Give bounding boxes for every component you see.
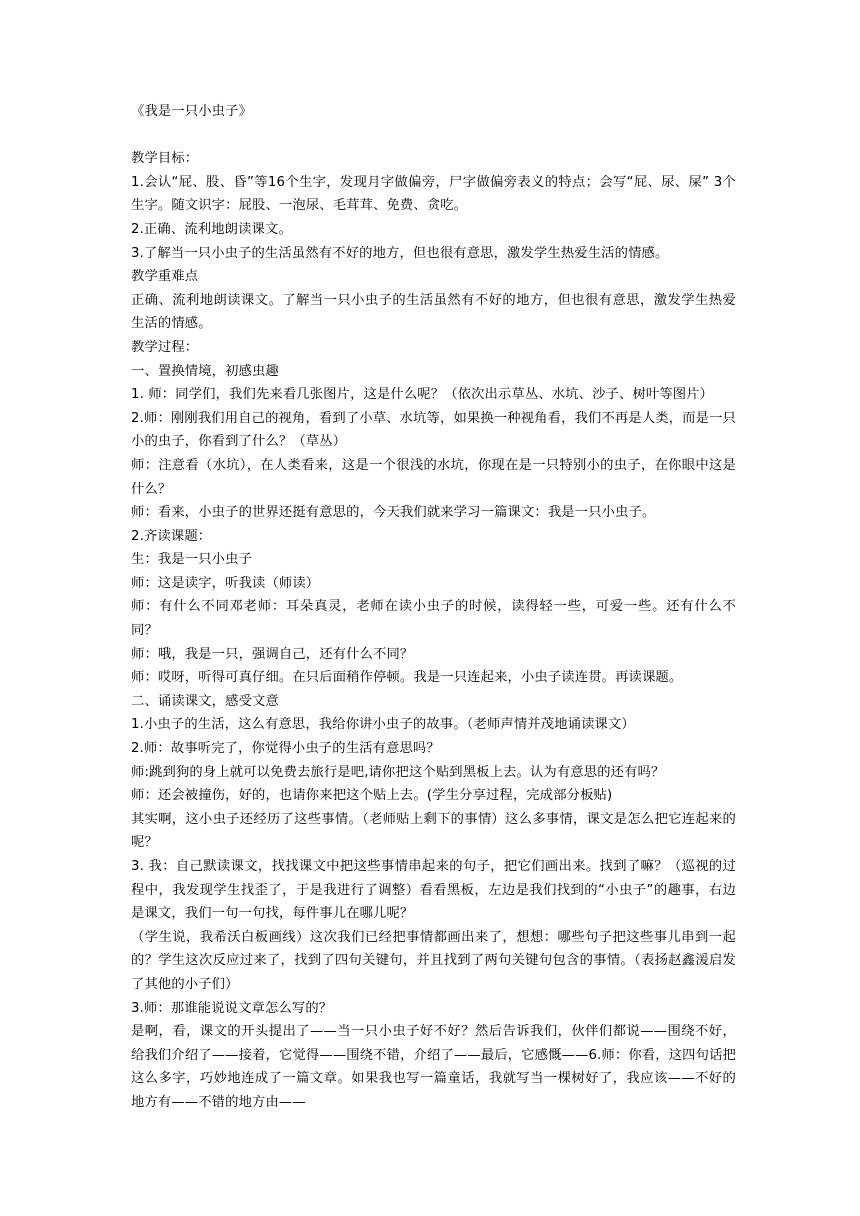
- section-heading-key-points: 教学重难点: [131, 269, 199, 285]
- paragraph: （学生说，我希沃白板画线）这次我们已经把事情都画出来了，想想：哪些句子把这些事儿串到一起的？学生这次反应过来了，找到了四句关键句，并且找到了两句关键句包含的事情。（表扬赵鑫湲启发了其他的小子们）: [131, 929, 736, 992]
- paragraph: 1.小虫子的生活，这么有意思，我给你讲小虫子的故事。（老师声情并茂地诵读课文）: [131, 717, 635, 733]
- key-points-text: 正确、流利地朗读课文。了解当一只小虫子的生活虽然有不好的地方，但也很有意思，激发学生热爱生活的情感。: [131, 292, 736, 332]
- paragraph: 1. 师：同学们，我们先来看几张图片，这是什么呢？（依次出示草丛、水坑、沙子、树叶等图片）: [131, 387, 714, 403]
- paragraph: 师：看来，小虫子的世界还挺有意思的，今天我们就来学习一篇课文：我是一只小虫子。: [131, 505, 656, 521]
- part-2-heading: 二、诵读课文，感受文意: [131, 693, 279, 709]
- document-body: [131, 100, 736, 1115]
- paragraph: 师:跳到狗的身上就可以免费去旅行是吧,请你把这个贴到黑板上去。认为有意思的还有吗？: [131, 764, 665, 780]
- paragraph: 是啊，看，课文的开头提出了——当一只小虫子好不好？然后告诉我们，伙伴们都说——围绕不好，给我们介绍了——接着，它觉得——围绕不错，介绍了——最后，它感慨——6.师：你看，这四句话把这么多字，巧妙地连成了一篇文章。如果我也写一篇童话，我就写当一棵树好了，我应该——不好的地方有——不错的地方由——: [131, 1024, 736, 1110]
- paragraph: 2.齐读课题：: [131, 528, 212, 544]
- objective-3: 3.了解当一只小虫子的生活虽然有不好的地方，但也很有意思，激发学生热爱生活的情感。: [131, 245, 669, 261]
- section-heading-process: 教学过程：: [131, 339, 199, 355]
- paragraph: 师：还会被撞伤，好的，也请你来把这个贴上去。(学生分享过程，完成部分板贴): [131, 788, 613, 804]
- paragraph: 师：注意看（水坑），在人类看来，这是一个很浅的水坑，你现在是一只特别小的虫子，在你眼中这是什么？: [131, 457, 736, 497]
- paragraph: 师：有什么不同邓老师：耳朵真灵，老师在读小虫子的时候，读得轻一些，可爱一些。还有什么不同？: [131, 599, 736, 639]
- part-1-heading: 一、置换情境，初感虫趣: [131, 363, 279, 379]
- paragraph: 师：哦，我是一只，强调自己，还有什么不同？: [131, 646, 414, 662]
- paragraph: 其实啊，这小虫子还经历了这些事情。（老师贴上剩下的事情）这么多事情，课文是怎么把它连起来的呢？: [131, 811, 736, 851]
- paragraph: 生：我是一只小虫子: [131, 552, 253, 568]
- paragraph: 3.师：那谁能说说文章怎么写的？: [131, 1000, 333, 1016]
- blank-line: [131, 124, 736, 148]
- paragraph: 师：这是读字，听我读（师读）: [131, 575, 320, 591]
- paragraph: 师：哎呀，听得可真仔细。在只后面稍作停顿。我是一只连起来，小虫子读连贯。再读课题。: [131, 670, 683, 686]
- section-heading-objectives: 教学目标：: [131, 151, 199, 167]
- paragraph: 2.师：故事听完了，你觉得小虫子的生活有意思吗？: [131, 741, 440, 757]
- document-title: 《我是一只小虫子》: [131, 104, 253, 119]
- paragraph: 2.师：刚刚我们用自己的视角，看到了小草、水坑等，如果换一种视角看，我们不再是人类，而是一只小的虫子，你看到了什么？（草丛）: [131, 410, 736, 450]
- paragraph: 3. 我：自己默读课文，找找课文中把这些事情串起来的句子，把它们画出来。找到了嘛？（巡视的过程中，我发现学生找歪了，于是我进行了调整）看看黑板，左边是我们找到的“小虫子”的趣事，右边是课文，我们一句一句找，每件事儿在哪儿呢？: [131, 859, 736, 922]
- objective-2: 2.正确、流利地朗读课文。: [131, 221, 292, 237]
- objective-1: 1.会认“屁、股、昏”等16个生字，发现月字做偏旁，尸字做偏旁表义的特点；会写“屁、尿、屎” 3个生字。随文识字：屁股、一泡尿、毛茸茸、免费、贪吃。: [131, 174, 736, 214]
